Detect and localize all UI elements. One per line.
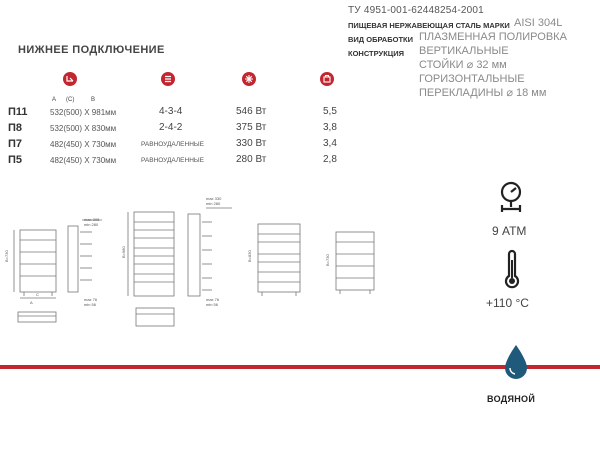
drawing-side-p11 [188, 208, 232, 296]
dim-label: max 330 [206, 196, 222, 201]
dim-label: B=730 [4, 250, 9, 262]
spec-value-steel: AISI 304L [514, 17, 563, 29]
row-id-p5: П5 [8, 154, 23, 166]
row-id-p7: П7 [8, 138, 23, 150]
drawing-side-p7 [68, 220, 102, 292]
spec-label-steel: ПИЩЕВАЯ НЕРЖАВЕЮЩАЯ СТАЛЬ МАРКИ [348, 21, 510, 30]
row-dims: 532(500) X 830мм [50, 124, 117, 133]
power-icon [242, 72, 256, 86]
row-weight: 5,5 [323, 106, 337, 117]
row-layout: РАВНОУДАЛЕННЫЕ [141, 157, 204, 164]
dim-label: A [30, 300, 33, 305]
row-dims: 482(450) X 730мм [50, 156, 117, 165]
spec-value-construction: ВЕРТИКАЛЬНЫЕ [419, 45, 509, 57]
section-title: НИЖНЕЕ ПОДКЛЮЧЕНИЕ [18, 44, 165, 56]
connection-icon [63, 72, 77, 86]
dim-label: B=730 [325, 254, 330, 266]
row-dims: 482(450) X 730мм [50, 140, 117, 149]
spec-label-processing: ВИД ОБРАБОТКИ [348, 35, 413, 44]
pressure-gauge-icon [496, 180, 526, 214]
spec-value-processing: ПЛАЗМЕННАЯ ПОЛИРОВКА [419, 31, 567, 43]
row-weight: 3,4 [323, 138, 337, 149]
spec-extra-line-3: ПЕРЕКЛАДИНЫ ⌀ 18 мм [419, 87, 547, 99]
spec-label-construction: КОНСТРУКЦИЯ [348, 49, 405, 58]
row-power: 546 Вт [236, 106, 267, 117]
row-power: 280 Вт [236, 154, 267, 165]
row-layout: 2-4-2 [159, 122, 183, 133]
dim-label: C [36, 292, 39, 297]
col-c-label: (C) [66, 97, 75, 103]
dim-label: max 76 [206, 297, 220, 302]
spec-extra-line-1: СТОЙКИ ⌀ 32 мм [419, 59, 507, 71]
row-dims: 532(500) X 981мм [50, 108, 117, 117]
technical-drawings [0, 196, 390, 345]
row-weight: 2,8 [323, 154, 337, 165]
row-layout: РАВНОУДАЛЕННЫЕ [141, 141, 204, 148]
dim-label: max 76 [84, 297, 98, 302]
thermometer-icon [503, 250, 521, 290]
spec-extra-line-2: ГОРИЗОНТАЛЬНЫЕ [419, 73, 525, 85]
dim-label: max 305 [84, 217, 100, 222]
col-a-label: A [52, 97, 57, 103]
row-power: 375 Вт [236, 122, 267, 133]
drawing-front-p7 [14, 230, 56, 322]
pressure-value: 9 АТМ [492, 224, 527, 238]
row-power: 330 Вт [236, 138, 267, 149]
row-weight: 3,8 [323, 122, 337, 133]
drawing-front-p11 [128, 212, 174, 326]
row-id-p8: П8 [8, 122, 23, 134]
temperature-value: +110 °C [486, 296, 529, 310]
drawing-front-p8 [258, 224, 300, 296]
drawing-front-p5 [336, 232, 374, 294]
dim-label: B=980 [121, 246, 126, 258]
weight-icon [320, 72, 334, 86]
dim-label: min 280 [84, 222, 99, 227]
dim-label: B=830 [247, 250, 252, 262]
layout-icon [161, 72, 175, 86]
col-b-label: B [91, 97, 96, 103]
row-layout: 4-3-4 [159, 106, 183, 117]
water-drop-icon [503, 344, 529, 380]
dim-label: min 56 [206, 302, 219, 307]
heating-type-label: ВОДЯНОЙ [487, 394, 536, 404]
row-id-p11: П11 [8, 106, 28, 118]
dim-label: min 280 [206, 201, 221, 206]
dim-label: min 56 [84, 302, 97, 307]
tu-code: ТУ 4951-001-62448254-2001 [348, 5, 484, 16]
